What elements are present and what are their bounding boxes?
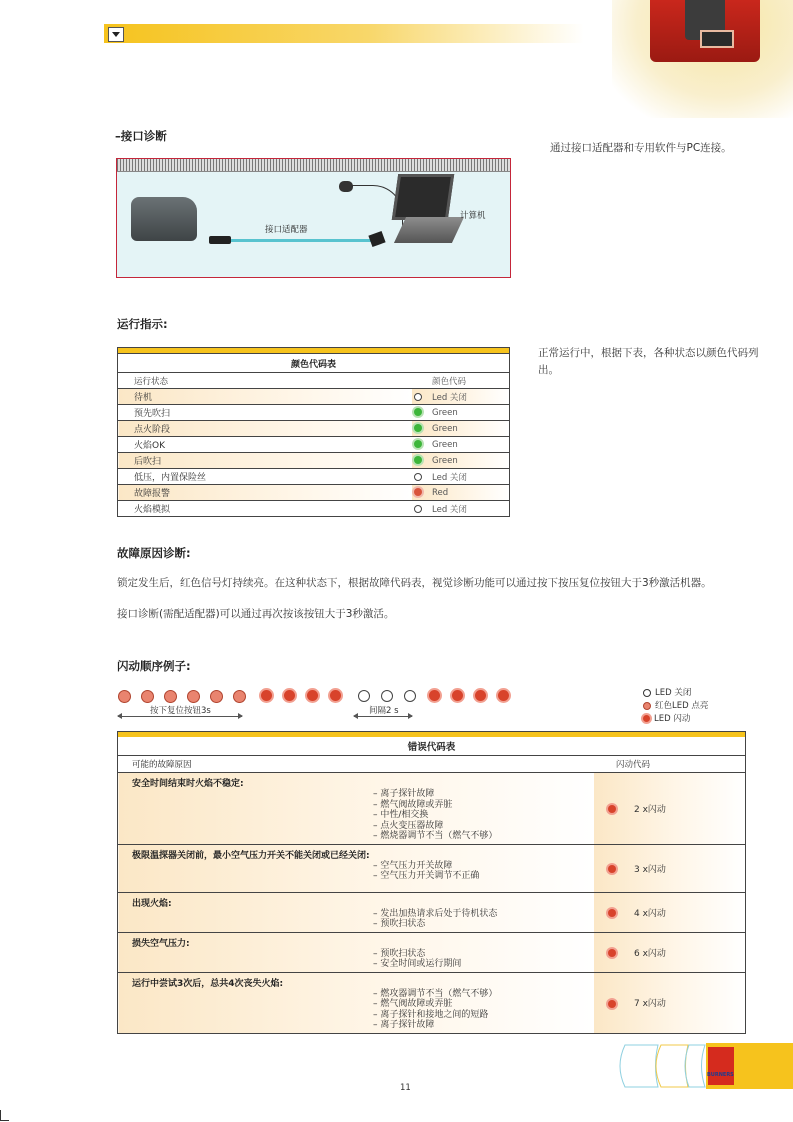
control-box-image	[131, 197, 197, 241]
blink-code-cell: 3 x闪动	[594, 844, 746, 892]
fault-title: 故障原因诊断:	[117, 546, 191, 560]
table-row	[118, 844, 746, 892]
sequence-led-off-icon	[404, 690, 416, 702]
list-item: – 燃气阀故障或弄脏	[373, 999, 594, 1010]
burner-window-image	[700, 30, 734, 48]
list-item: – 中性/相交换	[373, 810, 594, 821]
code-cell: Led 关闭	[412, 501, 510, 517]
error-code-table	[117, 731, 746, 1034]
cause-title: 损失空气压力:	[132, 938, 190, 949]
code-cell: Green	[412, 421, 510, 437]
code-cell: Green	[412, 437, 510, 453]
sequence-led-flash-icon	[307, 690, 318, 701]
cause-title: 极限温探器关闭前，最小空气压力开关不能关闭或已经关闭:	[132, 850, 370, 861]
operation-side-text: 正常运行中，根据下表，各种状态以颜色代码列出。	[538, 347, 759, 376]
sequence-led-flash-icon	[330, 690, 341, 701]
table-row	[118, 501, 510, 517]
legend-off: LED 关闭	[643, 686, 691, 698]
led-flash-icon	[608, 865, 616, 873]
cause-title: 安全时间结束时火焰不稳定:	[132, 779, 244, 789]
sequence-led-lit-icon	[141, 690, 154, 703]
list-item: – 离子探针故障	[373, 1020, 594, 1031]
state-cell: 火焰OK	[118, 437, 413, 453]
led-flash-icon	[608, 949, 616, 957]
col-header-code: 颜色代码	[412, 373, 510, 389]
legend-flash: LED 闪动	[643, 712, 690, 724]
table-row	[118, 421, 510, 437]
cause-details	[118, 949, 594, 972]
blink-code-cell: 2 x闪动	[594, 773, 746, 845]
list-item: – 燃攻器调节不当（燃气不够）	[373, 989, 594, 1000]
table-row	[118, 389, 510, 405]
led-green-icon	[414, 456, 422, 464]
led-off-icon	[414, 393, 422, 401]
cause-title: 运行中尝试3次后，总共4次丧失火焰:	[132, 978, 284, 989]
sequence-led-flash-icon	[498, 690, 509, 701]
table-row	[118, 773, 746, 845]
blink-code-cell: 4 x闪动	[594, 892, 746, 932]
cause-cell	[118, 844, 595, 892]
cause-cell	[118, 932, 595, 972]
list-item: – 发出加热请求后处于待机状态	[373, 909, 594, 920]
table-row	[118, 932, 746, 972]
code-cell: Green	[412, 453, 510, 469]
list-item: – 安全时间或运行期间	[373, 959, 594, 970]
press-label: 按下复位按钮3s	[150, 706, 211, 716]
interface-title: –接口诊断	[115, 129, 167, 143]
code-cell: Led 关闭	[412, 389, 510, 405]
interval-label: 间隔2 s	[369, 706, 399, 716]
led-green-icon	[414, 408, 422, 416]
sequence-led-lit-icon	[233, 690, 246, 703]
plug-image	[209, 236, 231, 244]
led-flash-icon	[608, 909, 616, 917]
laptop-base-image	[394, 217, 464, 243]
state-cell: 预先吹扫	[118, 405, 413, 421]
crop-mark	[0, 1110, 9, 1121]
cause-details	[118, 989, 594, 1033]
header-bar	[104, 24, 584, 43]
blink-code-cell: 7 x闪动	[594, 972, 746, 1033]
sequence-led-off-icon	[358, 690, 370, 702]
list-item: – 预吹扫状态	[373, 949, 594, 960]
state-cell: 待机	[118, 389, 413, 405]
cause-details	[118, 861, 594, 884]
adapter-cable	[231, 239, 371, 242]
sequence-led-lit-icon	[210, 690, 223, 703]
cause-cell	[118, 972, 595, 1033]
adapter-image	[368, 231, 385, 247]
col-header-blink: 闪动代码	[594, 756, 746, 773]
sequence-led-flash-icon	[261, 690, 272, 701]
color-code-table	[117, 347, 510, 517]
col-header-state: 运行状态	[118, 373, 413, 389]
fault-paragraph-2: 接口诊断(需配适配器)可以通过再次按该按钮大于3秒激活。	[117, 608, 395, 620]
interface-diagram	[116, 158, 511, 278]
led-flash-icon	[608, 805, 616, 813]
list-item: – 燃烧器调节不当（燃气不够）	[373, 831, 594, 842]
diagram-title-bar	[117, 159, 510, 172]
sequence-title: 闪动顺序例子:	[117, 659, 191, 673]
table-row	[118, 453, 510, 469]
table-row	[118, 972, 746, 1033]
sequence-led-flash-icon	[284, 690, 295, 701]
dropdown-toggle-icon[interactable]	[108, 27, 124, 42]
state-cell: 低压，内置保险丝	[118, 469, 413, 485]
pc-label: 计算机	[460, 211, 486, 221]
brand-logo-mark	[708, 1047, 734, 1085]
page-number: 11	[400, 1083, 411, 1093]
col-header-cause: 可能的故障原因	[118, 756, 595, 773]
brand-logo-text: BURNERS	[707, 1072, 734, 1078]
list-item: – 点火变压器故障	[373, 821, 594, 832]
table-row	[118, 469, 510, 485]
adapter-label: 接口适配器	[265, 225, 308, 235]
list-item: – 离子探针故障	[373, 789, 594, 800]
list-item: – 燃气阀故障或弄脏	[373, 800, 594, 811]
laptop-screen-image	[392, 174, 454, 220]
cause-details	[118, 789, 594, 844]
state-cell: 后吹扫	[118, 453, 413, 469]
press-arrow	[118, 716, 242, 717]
code-cell: Red	[412, 485, 510, 501]
state-cell: 点火阶段	[118, 421, 413, 437]
cause-title: 出现火焰:	[132, 898, 172, 909]
list-item: – 预吹扫状态	[373, 919, 594, 930]
sequence-led-lit-icon	[187, 690, 200, 703]
operation-title: 运行指示:	[117, 317, 168, 331]
legend-lit: 红色LED 点亮	[643, 699, 708, 711]
cause-details	[118, 909, 594, 932]
led-off-icon	[414, 505, 422, 513]
sequence-led-off-icon	[381, 690, 393, 702]
table-row	[118, 437, 510, 453]
code-cell: Led 关闭	[412, 469, 510, 485]
cause-cell	[118, 773, 595, 845]
table-row	[118, 892, 746, 932]
led-flash-icon	[608, 1000, 616, 1008]
led-green-icon	[414, 440, 422, 448]
sequence-led-flash-icon	[429, 690, 440, 701]
interface-side-text: 通过接口适配器和专用软件与PC连接。	[550, 142, 732, 154]
table-row	[118, 405, 510, 421]
list-item: – 离子探针和接地之间的短路	[373, 1010, 594, 1021]
table-caption: 颜色代码表	[118, 354, 510, 373]
state-cell: 火焰模拟	[118, 501, 413, 517]
state-cell: 故障报警	[118, 485, 413, 501]
table-row	[118, 485, 510, 501]
blink-code-cell: 6 x闪动	[594, 932, 746, 972]
cause-cell	[118, 892, 595, 932]
list-item: – 空气压力开关故障	[373, 861, 594, 872]
sequence-led-lit-icon	[164, 690, 177, 703]
error-table-caption: 错误代码表	[118, 737, 746, 756]
led-red-icon	[414, 488, 422, 496]
led-off-icon	[414, 473, 422, 481]
sequence-led-flash-icon	[452, 690, 463, 701]
led-green-icon	[414, 424, 422, 432]
fault-paragraph-1: 锁定发生后，红色信号灯持续亮。在这种状态下，根据故障代码表，视觉诊断功能可以通过按下按压复位按钮大于3秒激活机器。	[117, 577, 712, 589]
sequence-led-flash-icon	[475, 690, 486, 701]
sequence-led-lit-icon	[118, 690, 131, 703]
code-cell: Green	[412, 405, 510, 421]
list-item: – 空气压力开关调节不正确	[373, 871, 594, 882]
usb-connector-image	[339, 181, 353, 192]
interval-arrow	[354, 716, 412, 717]
